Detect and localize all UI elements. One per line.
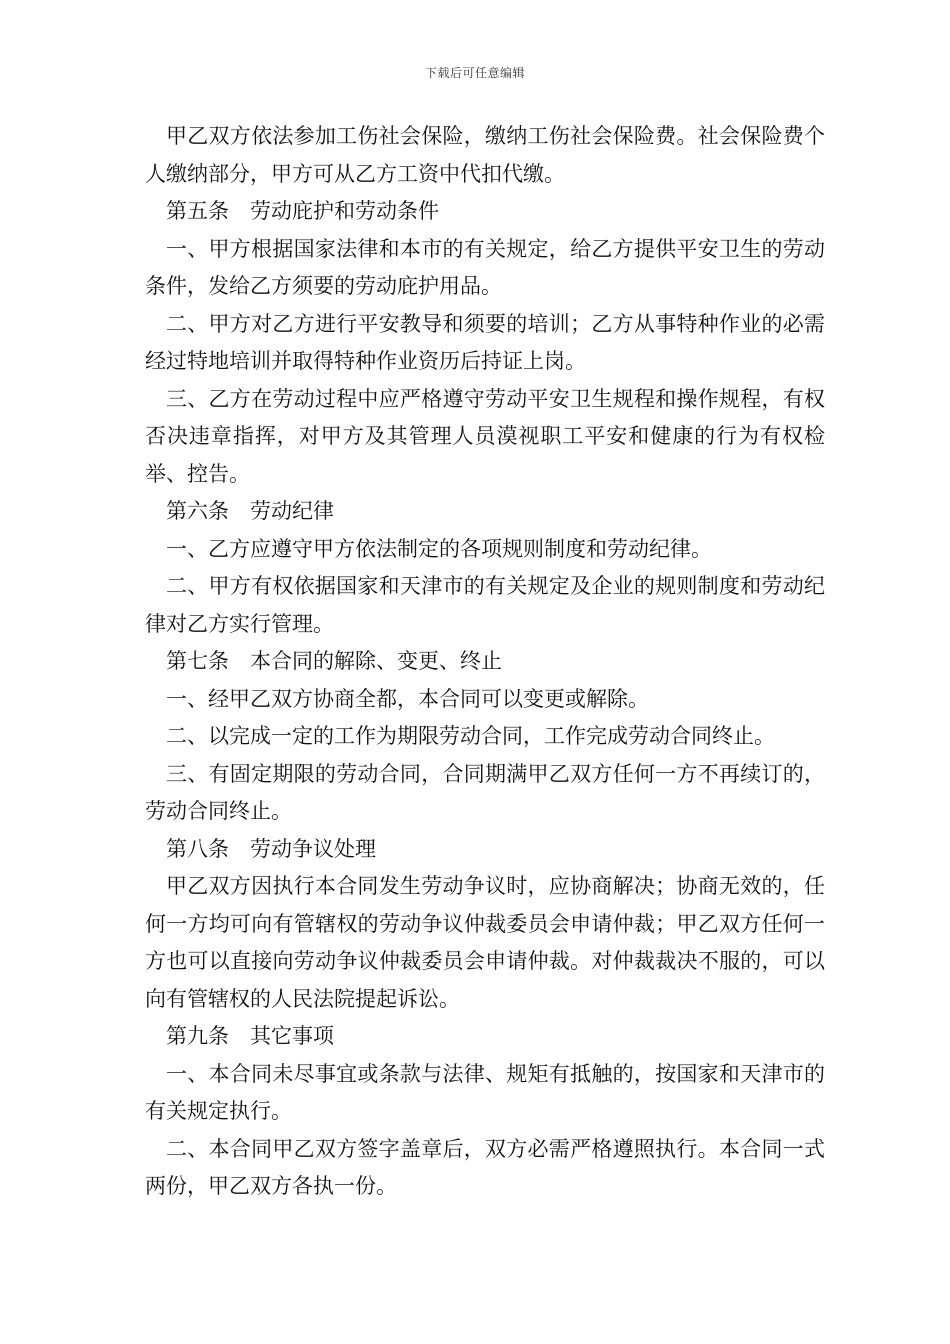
article-heading: 第八条 劳动争议处理 bbox=[166, 836, 376, 861]
paragraph: 甲乙双方因执行本合同发生劳动争议时，应协商解决；协商无效的，任何一方均可向有管辖权的劳动争议仲裁委员会申请仲裁；甲乙双方任何一方也可以直接向劳动争议仲裁委员会申请仲裁。对仲裁裁决不服的，可以向有管辖权的人民法院提起诉讼。 bbox=[145, 874, 825, 1011]
paragraph: 一、本合同未尽事宜或条款与法律、规矩有抵触的，按国家和天津市的有关规定执行。 bbox=[145, 1061, 825, 1123]
paragraph: 一、乙方应遵守甲方依法制定的各项规则制度和劳动纪律。 bbox=[166, 536, 712, 561]
document-body bbox=[145, 118, 825, 1206]
paragraph: 二、甲方有权依据国家和天津市的有关规定及企业的规则制度和劳动纪律对乙方实行管理。 bbox=[145, 574, 825, 636]
paragraph: 三、有固定期限的劳动合同，合同期满甲乙双方任何一方不再续订的，劳动合同终止。 bbox=[145, 761, 825, 823]
paragraph: 一、甲方根据国家法律和本市的有关规定，给乙方提供平安卫生的劳动条件，发给乙方须要的劳动庇护用品。 bbox=[145, 236, 825, 298]
paragraph: 一、经甲乙双方协商全都，本合同可以变更或解除。 bbox=[166, 686, 649, 711]
paragraph: 甲乙双方依法参加工伤社会保险，缴纳工伤社会保险费。社会保险费个人缴纳部分，甲方可从乙方工资中代扣代缴。 bbox=[145, 124, 825, 186]
paragraph: 二、以完成一定的工作为期限劳动合同，工作完成劳动合同终止。 bbox=[166, 724, 775, 748]
paragraph: 三、乙方在劳动过程中应严格遵守劳动平安卫生规程和操作规程，有权否决违章指挥，对甲方及其管理人员漠视职工平安和健康的行为有权检举、控告。 bbox=[145, 386, 825, 486]
article-heading: 第七条 本合同的解除、变更、终止 bbox=[166, 649, 502, 673]
article-heading: 第五条 劳动庇护和劳动条件 bbox=[166, 199, 439, 223]
paragraph: 二、本合同甲乙双方签字盖章后，双方必需严格遵照执行。本合同一式两份，甲乙双方各执一份。 bbox=[145, 1136, 825, 1198]
article-heading: 第六条 劳动纪律 bbox=[166, 499, 334, 523]
article-heading: 第九条 其它事项 bbox=[166, 1024, 334, 1048]
page-header-note: 下载后可任意编辑 bbox=[424, 66, 525, 80]
paragraph: 二、甲方对乙方进行平安教导和须要的培训；乙方从事特种作业的必需经过特地培训并取得特种作业资历后持证上岗。 bbox=[145, 311, 825, 373]
